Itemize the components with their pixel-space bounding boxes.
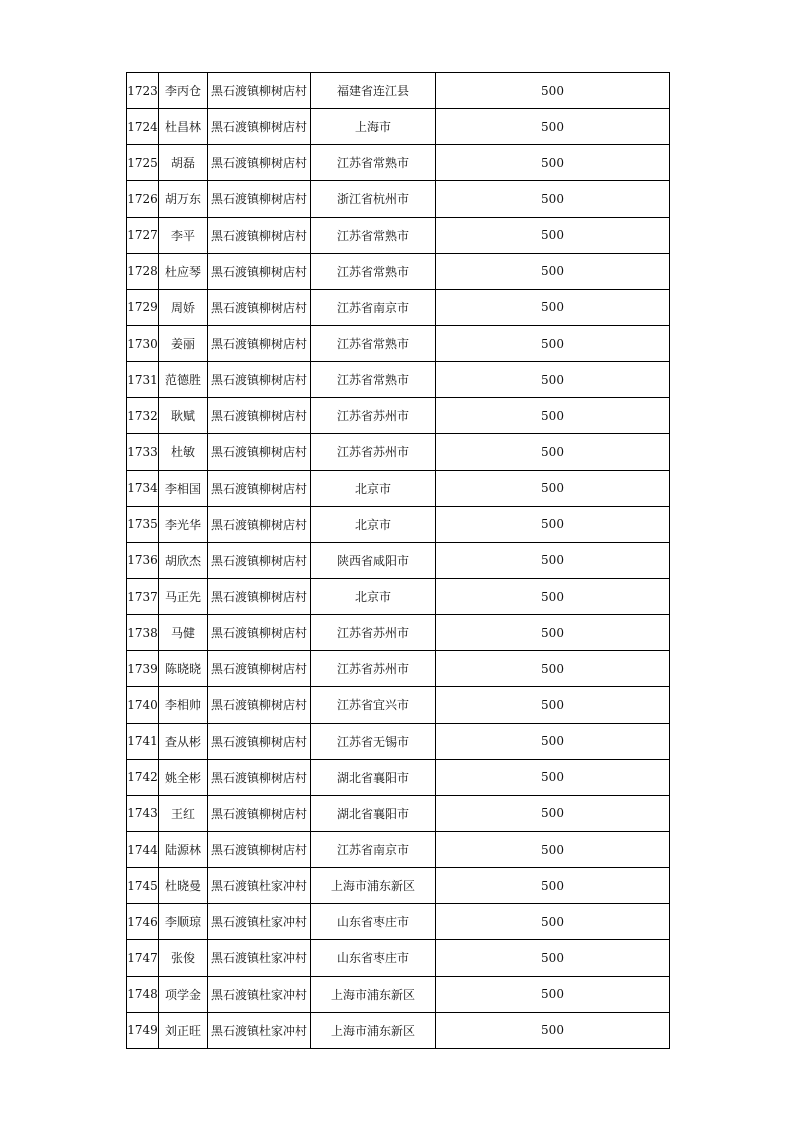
table-row	[127, 1012, 670, 1048]
village-cell: 黑石渡镇杜家冲村	[208, 1012, 311, 1048]
village-cell: 黑石渡镇柳树店村	[208, 253, 311, 289]
row-number-cell: 1738	[127, 615, 159, 651]
person-name-cell: 王红	[159, 795, 208, 831]
row-number-cell: 1746	[127, 904, 159, 940]
table-row	[127, 868, 670, 904]
table-row	[127, 434, 670, 470]
table-body	[127, 73, 670, 1049]
amount-cell: 500	[436, 289, 670, 325]
village-cell: 黑石渡镇柳树店村	[208, 615, 311, 651]
work-location-cell: 江苏省宜兴市	[311, 687, 436, 723]
row-number-cell: 1735	[127, 506, 159, 542]
amount-cell: 500	[436, 868, 670, 904]
amount-cell: 500	[436, 362, 670, 398]
person-name-cell: 李相帅	[159, 687, 208, 723]
person-name-cell: 姜丽	[159, 325, 208, 361]
row-number-cell: 1741	[127, 723, 159, 759]
table-row	[127, 795, 670, 831]
village-cell: 黑石渡镇柳树店村	[208, 145, 311, 181]
work-location-cell: 上海市浦东新区	[311, 1012, 436, 1048]
person-name-cell: 陈晓晓	[159, 651, 208, 687]
work-location-cell: 北京市	[311, 578, 436, 614]
work-location-cell: 陕西省咸阳市	[311, 542, 436, 578]
village-cell: 黑石渡镇柳树店村	[208, 109, 311, 145]
amount-cell: 500	[436, 795, 670, 831]
person-name-cell: 项学金	[159, 976, 208, 1012]
table-row	[127, 470, 670, 506]
row-number-cell: 1728	[127, 253, 159, 289]
person-name-cell: 杜应琴	[159, 253, 208, 289]
row-number-cell: 1732	[127, 398, 159, 434]
person-name-cell: 胡磊	[159, 145, 208, 181]
work-location-cell: 江苏省常熟市	[311, 217, 436, 253]
table-row	[127, 109, 670, 145]
row-number-cell: 1739	[127, 651, 159, 687]
table-row	[127, 289, 670, 325]
subsidy-table	[126, 72, 670, 1049]
table-row	[127, 578, 670, 614]
person-name-cell: 姚全彬	[159, 759, 208, 795]
row-number-cell: 1740	[127, 687, 159, 723]
village-cell: 黑石渡镇柳树店村	[208, 434, 311, 470]
amount-cell: 500	[436, 325, 670, 361]
person-name-cell: 胡万东	[159, 181, 208, 217]
row-number-cell: 1731	[127, 362, 159, 398]
table-row	[127, 976, 670, 1012]
work-location-cell: 江苏省苏州市	[311, 398, 436, 434]
village-cell: 黑石渡镇柳树店村	[208, 289, 311, 325]
table-row	[127, 253, 670, 289]
village-cell: 黑石渡镇柳树店村	[208, 651, 311, 687]
row-number-cell: 1733	[127, 434, 159, 470]
person-name-cell: 查从彬	[159, 723, 208, 759]
work-location-cell: 湖北省襄阳市	[311, 795, 436, 831]
person-name-cell: 周娇	[159, 289, 208, 325]
amount-cell: 500	[436, 506, 670, 542]
table-row	[127, 940, 670, 976]
work-location-cell: 江苏省苏州市	[311, 434, 436, 470]
amount-cell: 500	[436, 470, 670, 506]
row-number-cell: 1729	[127, 289, 159, 325]
amount-cell: 500	[436, 976, 670, 1012]
work-location-cell: 江苏省南京市	[311, 831, 436, 867]
table-row	[127, 398, 670, 434]
row-number-cell: 1742	[127, 759, 159, 795]
village-cell: 黑石渡镇柳树店村	[208, 181, 311, 217]
person-name-cell: 李平	[159, 217, 208, 253]
person-name-cell: 李顺琼	[159, 904, 208, 940]
row-number-cell: 1749	[127, 1012, 159, 1048]
row-number-cell: 1748	[127, 976, 159, 1012]
village-cell: 黑石渡镇柳树店村	[208, 217, 311, 253]
amount-cell: 500	[436, 687, 670, 723]
amount-cell: 500	[436, 181, 670, 217]
amount-cell: 500	[436, 904, 670, 940]
village-cell: 黑石渡镇柳树店村	[208, 470, 311, 506]
work-location-cell: 上海市浦东新区	[311, 976, 436, 1012]
table-row	[127, 217, 670, 253]
work-location-cell: 江苏省常熟市	[311, 253, 436, 289]
person-name-cell: 李丙仓	[159, 73, 208, 109]
table-row	[127, 651, 670, 687]
row-number-cell: 1725	[127, 145, 159, 181]
person-name-cell: 杜昌林	[159, 109, 208, 145]
work-location-cell: 江苏省常熟市	[311, 362, 436, 398]
person-name-cell: 范德胜	[159, 362, 208, 398]
person-name-cell: 李相国	[159, 470, 208, 506]
village-cell: 黑石渡镇柳树店村	[208, 723, 311, 759]
village-cell: 黑石渡镇柳树店村	[208, 506, 311, 542]
row-number-cell: 1734	[127, 470, 159, 506]
person-name-cell: 陆源林	[159, 831, 208, 867]
table-row	[127, 362, 670, 398]
row-number-cell: 1743	[127, 795, 159, 831]
amount-cell: 500	[436, 398, 670, 434]
village-cell: 黑石渡镇杜家冲村	[208, 868, 311, 904]
amount-cell: 500	[436, 578, 670, 614]
village-cell: 黑石渡镇柳树店村	[208, 687, 311, 723]
person-name-cell: 杜晓曼	[159, 868, 208, 904]
work-location-cell: 江苏省常熟市	[311, 325, 436, 361]
row-number-cell: 1724	[127, 109, 159, 145]
table-row	[127, 325, 670, 361]
table-row	[127, 723, 670, 759]
row-number-cell: 1726	[127, 181, 159, 217]
table-row	[127, 759, 670, 795]
work-location-cell: 上海市浦东新区	[311, 868, 436, 904]
amount-cell: 500	[436, 434, 670, 470]
table-row	[127, 181, 670, 217]
row-number-cell: 1727	[127, 217, 159, 253]
work-location-cell: 江苏省南京市	[311, 289, 436, 325]
row-number-cell: 1730	[127, 325, 159, 361]
row-number-cell: 1723	[127, 73, 159, 109]
table-row	[127, 506, 670, 542]
work-location-cell: 北京市	[311, 506, 436, 542]
village-cell: 黑石渡镇杜家冲村	[208, 904, 311, 940]
amount-cell: 500	[436, 542, 670, 578]
row-number-cell: 1736	[127, 542, 159, 578]
amount-cell: 500	[436, 831, 670, 867]
person-name-cell: 马健	[159, 615, 208, 651]
person-name-cell: 杜敏	[159, 434, 208, 470]
amount-cell: 500	[436, 759, 670, 795]
work-location-cell: 江苏省苏州市	[311, 651, 436, 687]
table-row	[127, 615, 670, 651]
village-cell: 黑石渡镇杜家冲村	[208, 976, 311, 1012]
table-row	[127, 687, 670, 723]
amount-cell: 500	[436, 723, 670, 759]
village-cell: 黑石渡镇柳树店村	[208, 73, 311, 109]
person-name-cell: 李光华	[159, 506, 208, 542]
village-cell: 黑石渡镇柳树店村	[208, 578, 311, 614]
work-location-cell: 江苏省无锡市	[311, 723, 436, 759]
work-location-cell: 福建省连江县	[311, 73, 436, 109]
work-location-cell: 山东省枣庄市	[311, 940, 436, 976]
row-number-cell: 1744	[127, 831, 159, 867]
village-cell: 黑石渡镇柳树店村	[208, 398, 311, 434]
row-number-cell: 1737	[127, 578, 159, 614]
work-location-cell: 湖北省襄阳市	[311, 759, 436, 795]
amount-cell: 500	[436, 73, 670, 109]
village-cell: 黑石渡镇柳树店村	[208, 831, 311, 867]
amount-cell: 500	[436, 940, 670, 976]
row-number-cell: 1745	[127, 868, 159, 904]
work-location-cell: 北京市	[311, 470, 436, 506]
amount-cell: 500	[436, 651, 670, 687]
amount-cell: 500	[436, 217, 670, 253]
village-cell: 黑石渡镇杜家冲村	[208, 940, 311, 976]
person-name-cell: 马正先	[159, 578, 208, 614]
work-location-cell: 江苏省苏州市	[311, 615, 436, 651]
person-name-cell: 胡欣杰	[159, 542, 208, 578]
person-name-cell: 刘正旺	[159, 1012, 208, 1048]
table-row	[127, 73, 670, 109]
amount-cell: 500	[436, 615, 670, 651]
table-row	[127, 145, 670, 181]
table-row	[127, 831, 670, 867]
village-cell: 黑石渡镇柳树店村	[208, 362, 311, 398]
work-location-cell: 浙江省杭州市	[311, 181, 436, 217]
table-row	[127, 904, 670, 940]
village-cell: 黑石渡镇柳树店村	[208, 795, 311, 831]
person-name-cell: 张俊	[159, 940, 208, 976]
amount-cell: 500	[436, 145, 670, 181]
village-cell: 黑石渡镇柳树店村	[208, 759, 311, 795]
village-cell: 黑石渡镇柳树店村	[208, 325, 311, 361]
table-row	[127, 542, 670, 578]
amount-cell: 500	[436, 253, 670, 289]
amount-cell: 500	[436, 1012, 670, 1048]
person-name-cell: 耿赋	[159, 398, 208, 434]
row-number-cell: 1747	[127, 940, 159, 976]
work-location-cell: 江苏省常熟市	[311, 145, 436, 181]
work-location-cell: 上海市	[311, 109, 436, 145]
amount-cell: 500	[436, 109, 670, 145]
work-location-cell: 山东省枣庄市	[311, 904, 436, 940]
village-cell: 黑石渡镇柳树店村	[208, 542, 311, 578]
